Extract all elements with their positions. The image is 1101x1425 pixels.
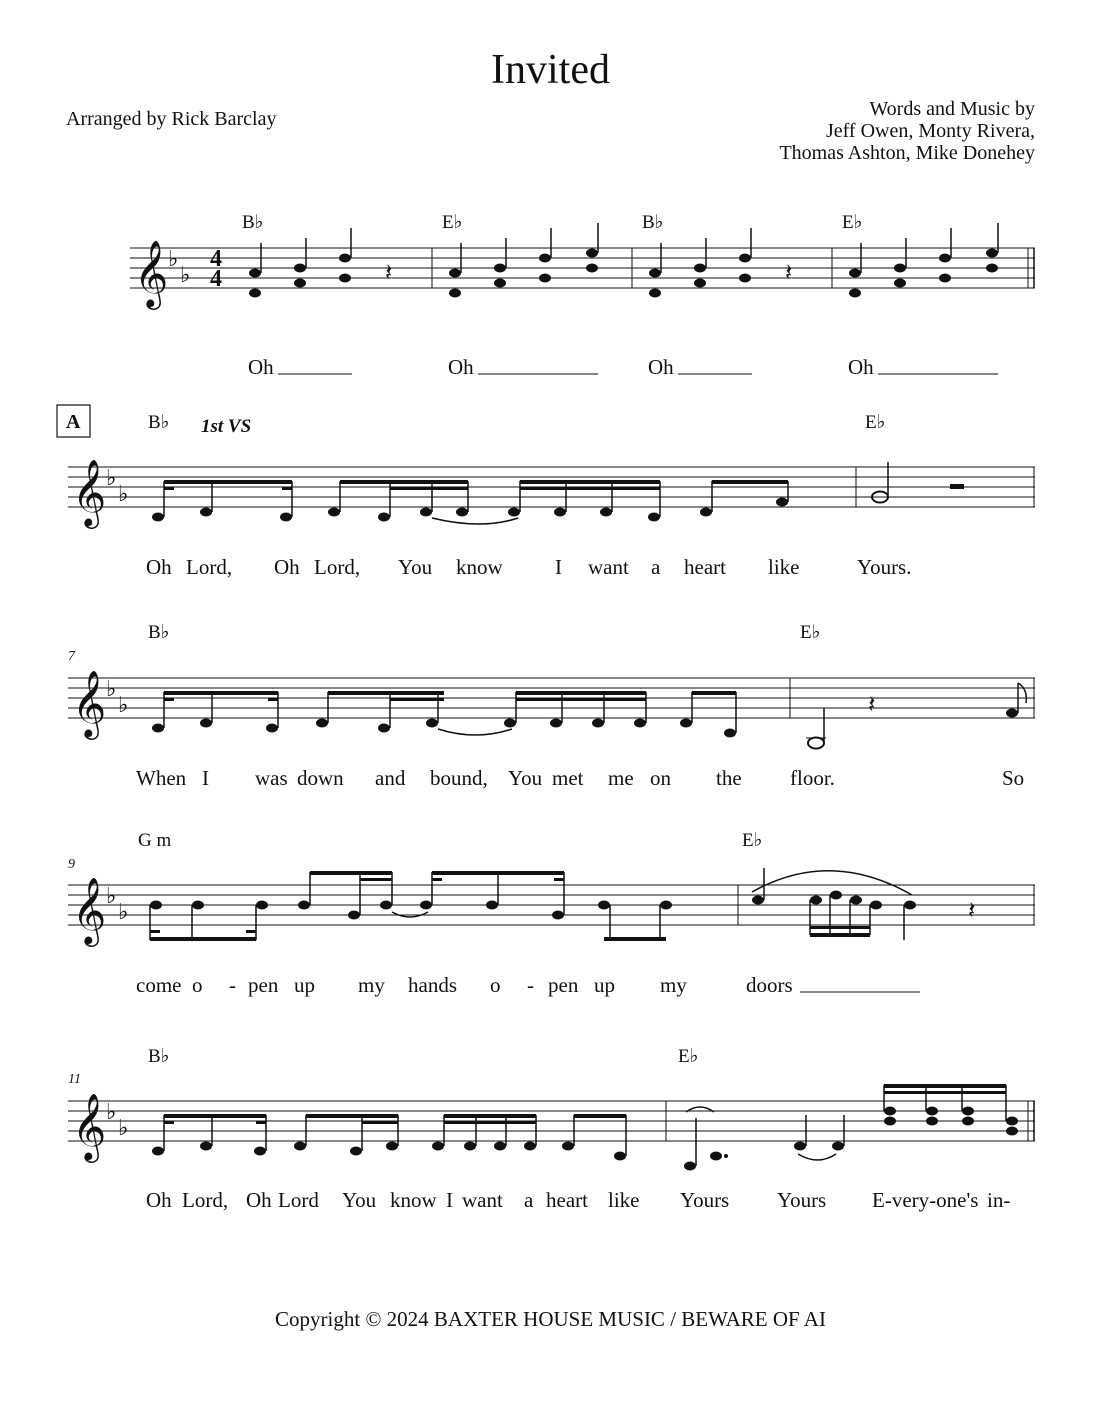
lyric: Lord, [314,555,361,579]
time-signature-bottom: 4 [210,266,222,292]
lyric: - [527,973,534,997]
lyric: heart [546,1188,588,1212]
lyric: Yours [777,1188,827,1212]
flat-icon: ♭ [118,1116,129,1141]
system-4 [68,830,1035,997]
credits-line: Thomas Ashton, Mike Donehey [779,142,1035,164]
lyric: When [136,766,187,790]
notes [249,223,1034,298]
treble-clef-icon: 𝄞 [134,239,169,307]
lyric: Oh [648,355,674,379]
flat-icon: ♭ [118,900,129,925]
treble-clef-icon: 𝄞 [72,458,107,526]
lyric: me [608,766,634,790]
lyric: Oh [248,355,274,379]
chord-symbol: B♭ [642,212,664,233]
lyric: Oh [146,555,172,579]
flat-icon: ♭ [106,466,117,491]
lyric: a [651,555,661,579]
flat-icon: ♭ [180,263,191,288]
chord-symbol: B♭ [148,1046,170,1067]
section-label: 1st VS [201,416,252,437]
measure-number: 9 [68,857,75,872]
notes [152,678,1034,749]
lyric: So [1002,766,1025,790]
lyric: Lord, [186,555,233,579]
lyrics-row [136,973,920,997]
flat-icon: ♭ [168,247,179,272]
lyric: You [508,766,543,790]
lyric: o [490,973,501,997]
arranger-credit: Arranged by Rick Barclay [66,108,277,130]
lyric: Lord [278,1188,319,1212]
lyric: Oh [848,355,874,379]
system-5 [68,1046,1035,1212]
lyric: know [390,1188,437,1212]
lyric: I [202,766,209,790]
flat-icon: ♭ [106,677,117,702]
lyric: want [588,555,629,579]
credits-line: Words and Music by [869,98,1035,120]
time-signature-top: 4 [210,246,222,272]
flat-icon: ♭ [106,1100,117,1125]
lyric: my [660,973,687,997]
lyric: doors [746,973,793,997]
lyrics-row [136,766,1024,790]
flat-icon: ♭ [118,482,129,507]
lyric: heart [684,555,726,579]
lyric: Oh [448,355,474,379]
lyric: E-very-one's [872,1188,979,1212]
lyric: in- [987,1188,1011,1212]
lyric: Yours [680,1188,730,1212]
lyric: a [524,1188,534,1212]
chord-symbol: E♭ [678,1046,699,1067]
lyrics-row [146,1188,1010,1212]
staff-lines [68,885,1035,925]
system-1 [130,212,1035,379]
lyric: and [375,766,406,790]
rehearsal-mark: A [66,411,81,433]
lyric: up [294,973,315,997]
chord-symbol: B♭ [148,622,170,643]
lyric: up [594,973,615,997]
notes [152,462,1034,524]
chord-symbol: B♭ [242,212,264,233]
treble-clef-icon: 𝄞 [72,1092,107,1160]
lyric: Lord, [182,1188,229,1212]
lyric: my [358,973,385,997]
credits-line: Jeff Owen, Monty Rivera, [825,120,1035,142]
notes [152,1084,1034,1171]
treble-clef-icon: 𝄞 [72,876,107,944]
flat-icon: ♭ [106,884,117,909]
lyric: pen [248,973,279,997]
lyric: pen [548,973,579,997]
quarter-rest-icon: 𝄽 [968,896,976,924]
chord-symbol: G m [138,830,172,851]
lyric: hands [408,973,457,997]
lyric: down [297,766,344,790]
lyrics-row [146,555,911,579]
lyric: on [650,766,671,790]
chord-symbol: E♭ [442,212,463,233]
flat-icon: ♭ [118,693,129,718]
lyric: You [398,555,433,579]
lyric: come [136,973,182,997]
chord-symbol: E♭ [865,412,886,433]
lyric: want [462,1188,503,1212]
quarter-rest-icon: 𝄽 [868,690,876,718]
system-2 [57,405,1035,579]
lyric: Oh [146,1188,172,1212]
lyric: I [555,555,562,579]
lyric: was [255,766,288,790]
chord-symbol: E♭ [842,212,863,233]
lyric: I [446,1188,453,1212]
chord-symbol: B♭ [148,412,170,433]
chord-symbol: E♭ [742,830,763,851]
lyric: like [608,1188,640,1212]
chord-symbol: E♭ [800,622,821,643]
system-3 [68,622,1035,790]
lyric: like [768,555,800,579]
lyric: Yours. [857,555,912,579]
lyric: You [342,1188,377,1212]
lyric: - [229,973,236,997]
lyric: met [552,766,584,790]
quarter-rest-icon: 𝄽 [785,258,793,286]
lyric: Oh [246,1188,272,1212]
lyric: o [192,973,203,997]
lyric: know [456,555,503,579]
lyric: Oh [274,555,300,579]
measure-number: 7 [68,649,75,664]
lyric: floor. [790,766,835,790]
quarter-rest-icon: 𝄽 [385,258,393,286]
measure-number: 11 [68,1072,81,1087]
copyright-notice: Copyright © 2024 BAXTER HOUSE MUSIC / BEWARE OF AI [275,1307,826,1331]
page-title: Invited [491,47,610,93]
lyric: bound, [430,766,488,790]
treble-clef-icon: 𝄞 [72,669,107,737]
lyric: the [716,766,742,790]
